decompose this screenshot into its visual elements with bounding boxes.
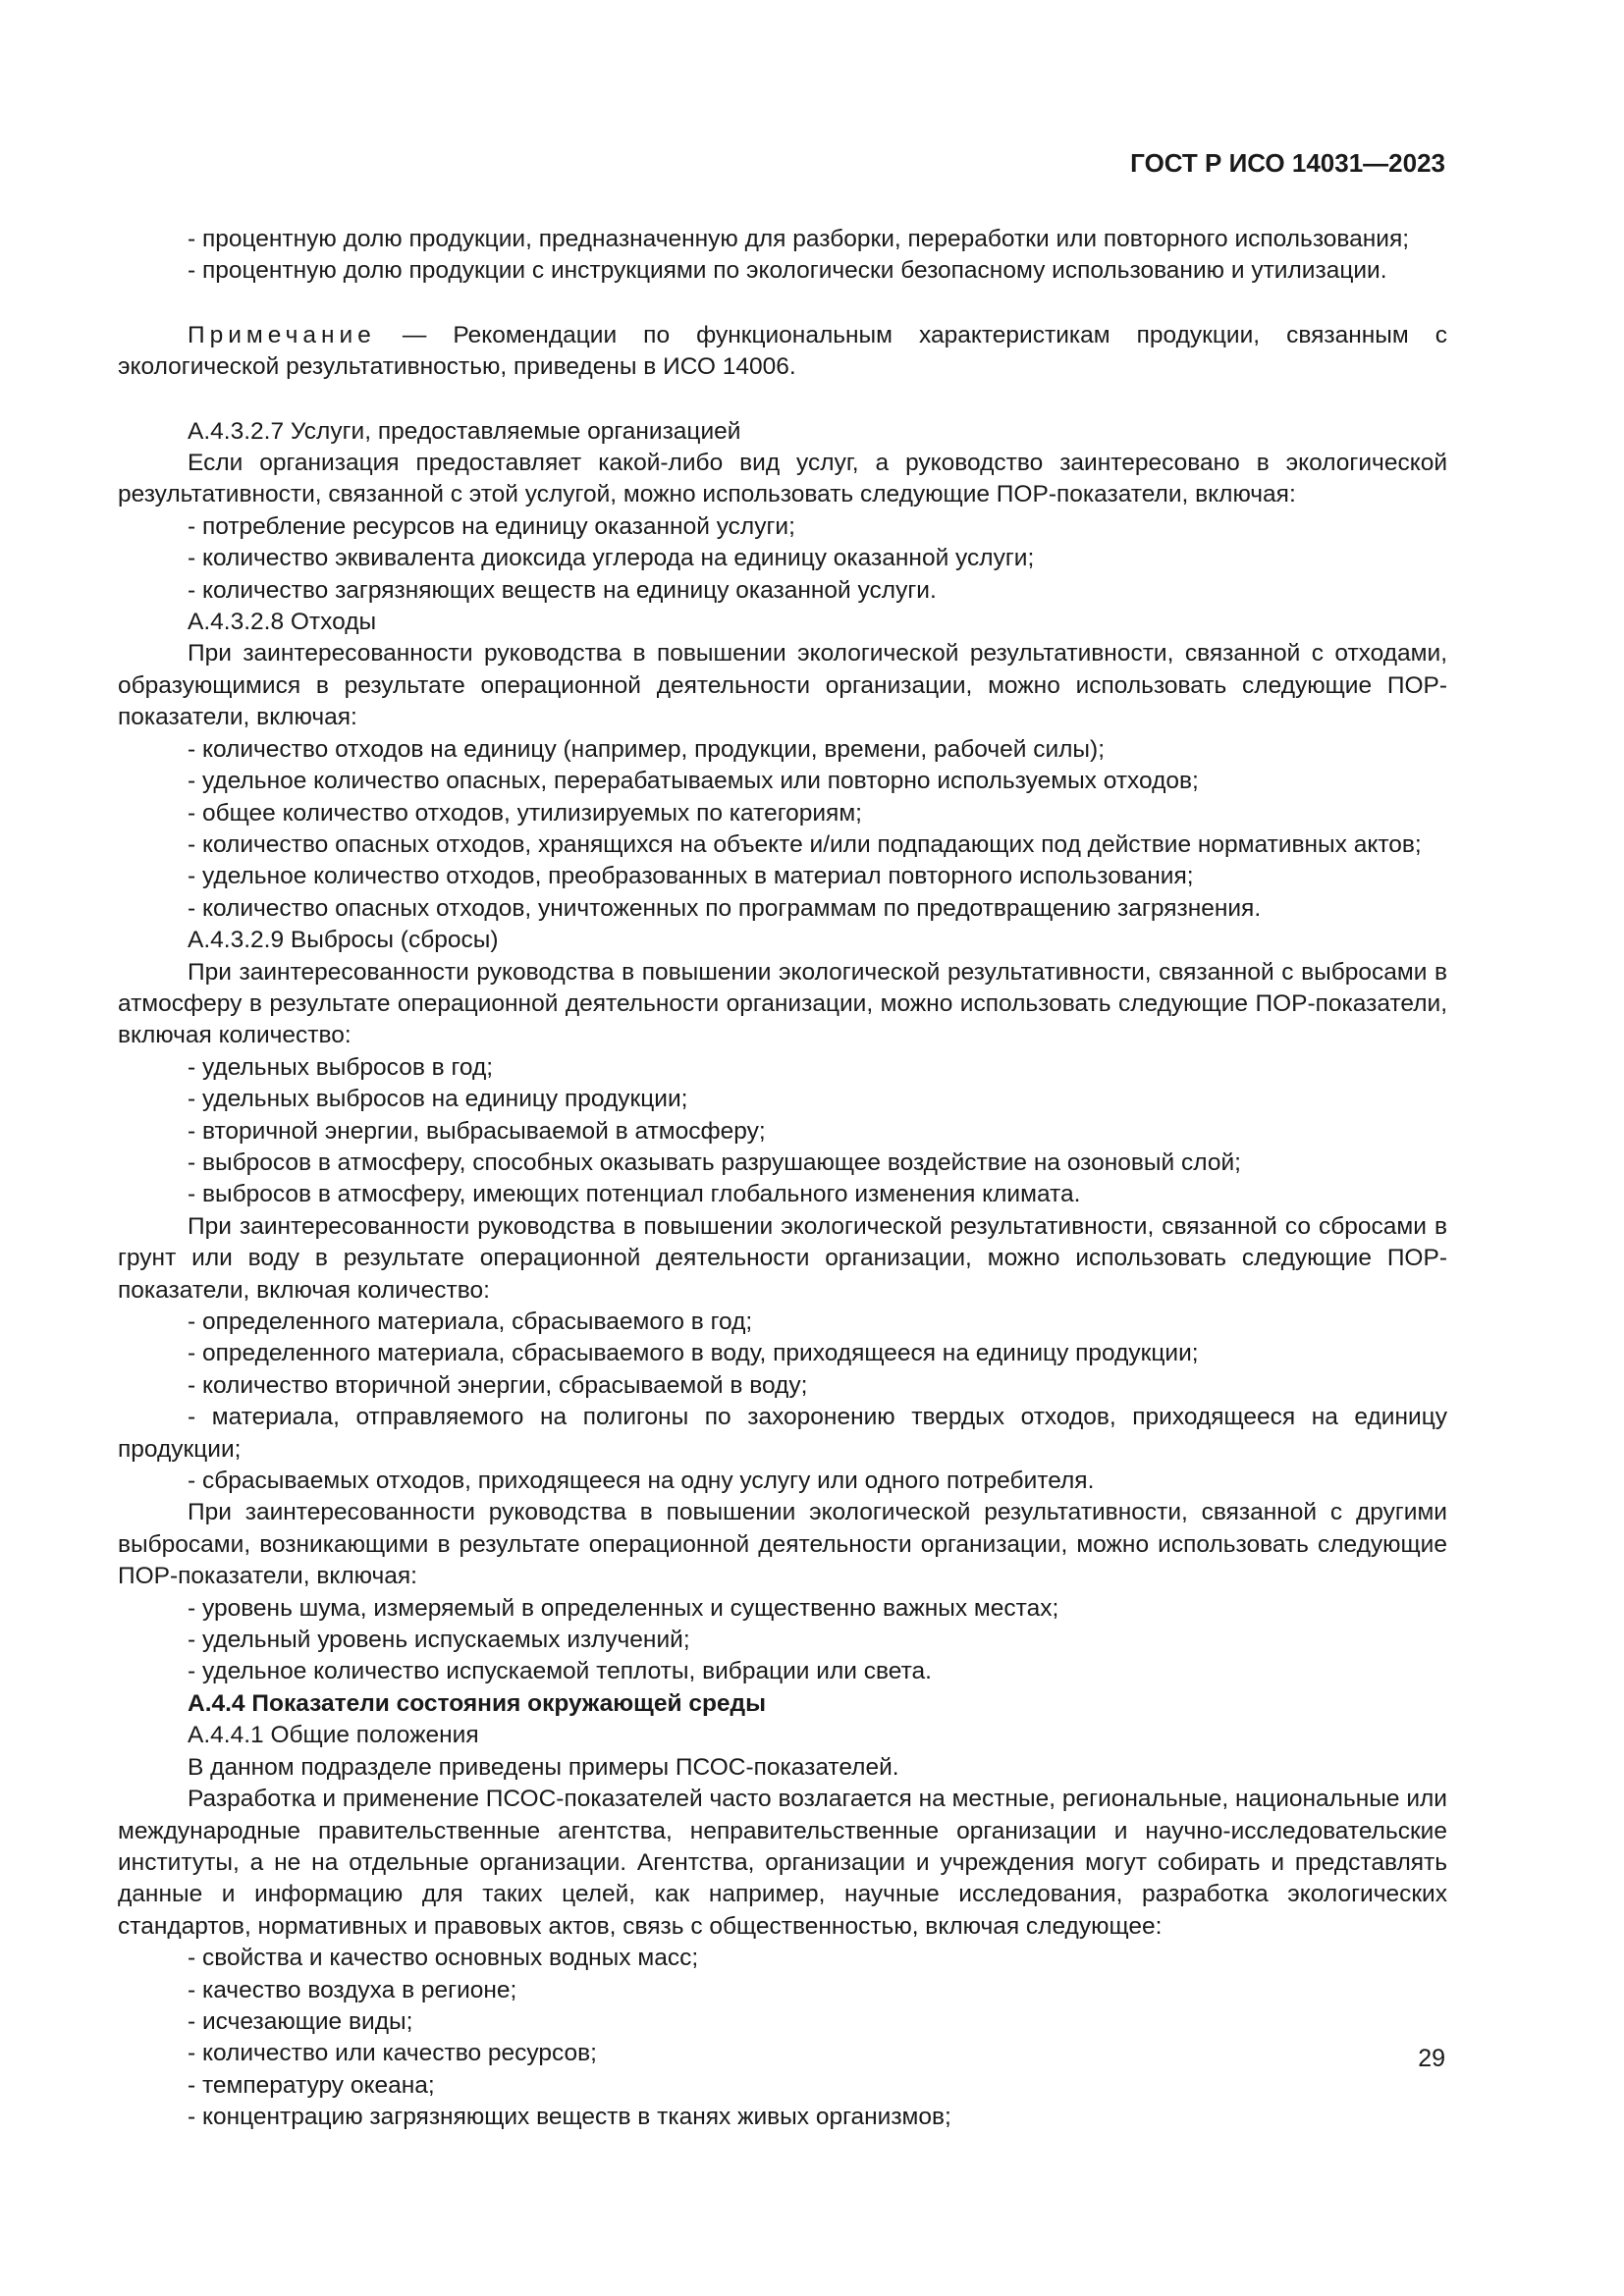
paragraph [118,2038,1447,2069]
paragraph-text: - температуру океана; [188,2071,435,2099]
paragraph [118,224,1447,255]
paragraph-text: - количество эквивалента диоксида углерода на единицу оказанной услуги; [188,545,1035,572]
paragraph [118,2102,1447,2133]
paragraph [118,893,1447,925]
paragraph-text: - количество вторичной энергии, сбрасываемой в воду; [188,1371,808,1399]
section-heading [118,1688,1447,1720]
paragraph-text: При заинтересованности руководства в повышении экологической результативности, связанной с отходами, образующимися в результате операционной деятельности организации, можно использовать следующие ПОР-показатели, включая: [118,640,1447,731]
paragraph [118,1179,1447,1210]
paragraph [118,1148,1447,1179]
paragraph-text: - удельное количество опасных, перерабатываемых или повторно используемых отходов; [188,768,1199,795]
paragraph [118,1084,1447,1115]
paragraph [118,1116,1447,1148]
paragraph [118,1784,1447,1943]
paragraph [118,416,1447,448]
paragraph [118,1307,1447,1338]
paragraph [118,1402,1447,1466]
paragraph [118,829,1447,861]
paragraph-text: Если организация предоставляет какой-либо вид услуг, а руководство заинтересовано в экологической результативности, связанной с этой услугой, можно использовать следующие ПОР-показатели, включая: [118,450,1447,508]
paragraph-text: - количество загрязняющих веществ на единицу оказанной услуги. [188,576,937,604]
document-header: ГОСТ Р ИСО 14031—2023 [1130,148,1445,178]
paragraph [118,861,1447,892]
paragraph-text: При заинтересованности руководства в повышении экологической результативности, связанной со сбросами в грунт или воду в результате операционной деятельности организации, можно использовать следующие ПОР-показатели, включая количество: [118,1212,1447,1304]
paragraph [118,1370,1447,1402]
paragraph-text: А.4.3.2.9 Выбросы (сбросы) [188,927,499,954]
paragraph-text: - общее количество отходов, утилизируемых по категориям; [188,799,862,827]
paragraph-text: - удельное количество отходов, преобразованных в материал повторного использования; [188,863,1194,890]
paragraph-text: - уровень шума, измеряемый в определенных и существенно важных местах; [188,1594,1059,1622]
paragraph-text: - исчезающие виды; [188,2007,413,2035]
document-body [118,224,1447,2134]
paragraph-text: - количество отходов на единицу (например, продукции, времени, рабочей силы); [188,735,1106,763]
paragraph [118,511,1447,543]
paragraph [118,575,1447,607]
paragraph-text: - вторичной энергии, выбрасываемой в атмосферу; [188,1117,766,1145]
paragraph [118,255,1447,287]
paragraph-text: В данном подразделе приведены примеры ПСОС-показателей. [188,1753,899,1781]
paragraph-text: - определенного материала, сбрасываемого в год; [188,1308,753,1335]
paragraph [118,1466,1447,1497]
paragraph-text: При заинтересованности руководства в повышении экологической результативности, связанной с выбросами в атмосферу в результате операционной деятельности организации, можно использовать следующие ПОР-показатели, включая количество: [118,958,1447,1049]
paragraph [118,1593,1447,1625]
page-number: 29 [1418,2045,1445,2072]
paragraph-text: - выбросов в атмосферу, способных оказывать разрушающее воздействие на озоновый слой; [188,1148,1241,1176]
paragraph [118,1943,1447,1974]
paragraph [118,638,1447,733]
paragraph-text: — Рекомендации по функциональным характеристикам продукции, связанным с экологической результативностью, приведены в ИСО 14006. [118,321,1447,381]
paragraph [118,1052,1447,1084]
paragraph [118,320,1447,384]
paragraph [118,766,1447,797]
paragraph-text: А.4.4 Показатели состояния окружающей среды [188,1689,767,1717]
paragraph [118,1720,1447,1751]
paragraph-text: - потребление ресурсов на единицу оказанной услуги; [188,512,795,540]
paragraph [118,448,1447,511]
paragraph [118,2070,1447,2102]
paragraph-text: - количество опасных отходов, уничтоженных по программам по предотвращению загрязнения. [188,894,1262,922]
paragraph-text: - определенного материала, сбрасываемого в воду, приходящееся на единицу продукции; [188,1340,1199,1367]
paragraph-text: А.4.4.1 Общие положения [188,1722,479,1749]
paragraph [118,1497,1447,1592]
paragraph-text: А.4.3.2.8 Отходы [188,609,377,636]
paragraph-text: - концентрацию загрязняющих веществ в тканях живых организмов; [188,2104,951,2131]
paragraph [118,1975,1447,2006]
paragraph [118,1656,1447,1687]
paragraph [118,543,1447,574]
paragraph-text: - процентную долю продукции, предназначенную для разборки, переработки или повторного использования; [188,226,1410,252]
paragraph-text: - сбрасываемых отходов, приходящееся на одну услугу или одного потребителя. [188,1468,1095,1495]
paragraph [118,925,1447,956]
paragraph-text: - удельный уровень испускаемых излучений; [188,1627,690,1654]
paragraph-text: - материала, отправляемого на полигоны по захоронению твердых отходов, приходящееся на единицу продукции; [118,1404,1447,1463]
paragraph-text: - удельных выбросов в год; [188,1053,494,1081]
note-label: Примечание [188,321,376,348]
paragraph-text: - качество воздуха в регионе; [188,1976,517,2003]
paragraph-text: - процентную долю продукции с инструкциями по экологически безопасному использованию и утилизации. [188,257,1387,285]
paragraph [118,734,1447,766]
paragraph-text: - выбросов в атмосферу, имеющих потенциал глобального изменения климата. [188,1181,1081,1208]
paragraph-text: - количество опасных отходов, хранящихся на объекте и/или подпадающих под действие нормативных актов; [188,830,1422,858]
paragraph [118,1211,1447,1307]
paragraph [118,1338,1447,1369]
paragraph-text: Разработка и применение ПСОС-показателей часто возлагается на местные, региональные, национальные или международные правительственные агентства, неправительственные организации и научно-исследовательские институты, а не на отдельные организации. Агентства, организации и учреждения могут собирать и представлять данные и информацию для таких целей, как например, научные исследования, разработка экологических стандартов, нормативных и правовых актов, связь с общественностью, включая следующее: [118,1786,1447,1940]
paragraph-text: - свойства и качество основных водных масс; [188,1945,699,1972]
paragraph [118,2006,1447,2038]
paragraph-text: - количество или качество ресурсов; [188,2040,597,2067]
paragraph [118,1625,1447,1656]
paragraph [118,607,1447,638]
paragraph-text: При заинтересованности руководства в повышении экологической результативности, связанной с другими выбросами, возникающими в результате операционной деятельности организации, можно использовать следующие ПОР-показатели, включая: [118,1499,1447,1590]
paragraph-text: - удельных выбросов на единицу продукции; [188,1086,688,1113]
paragraph-text: - удельное количество испускаемой теплоты, вибрации или света. [188,1658,932,1685]
paragraph [118,798,1447,829]
paragraph-text: А.4.3.2.7 Услуги, предоставляемые организацией [188,417,741,445]
paragraph [118,957,1447,1052]
paragraph [118,1752,1447,1784]
